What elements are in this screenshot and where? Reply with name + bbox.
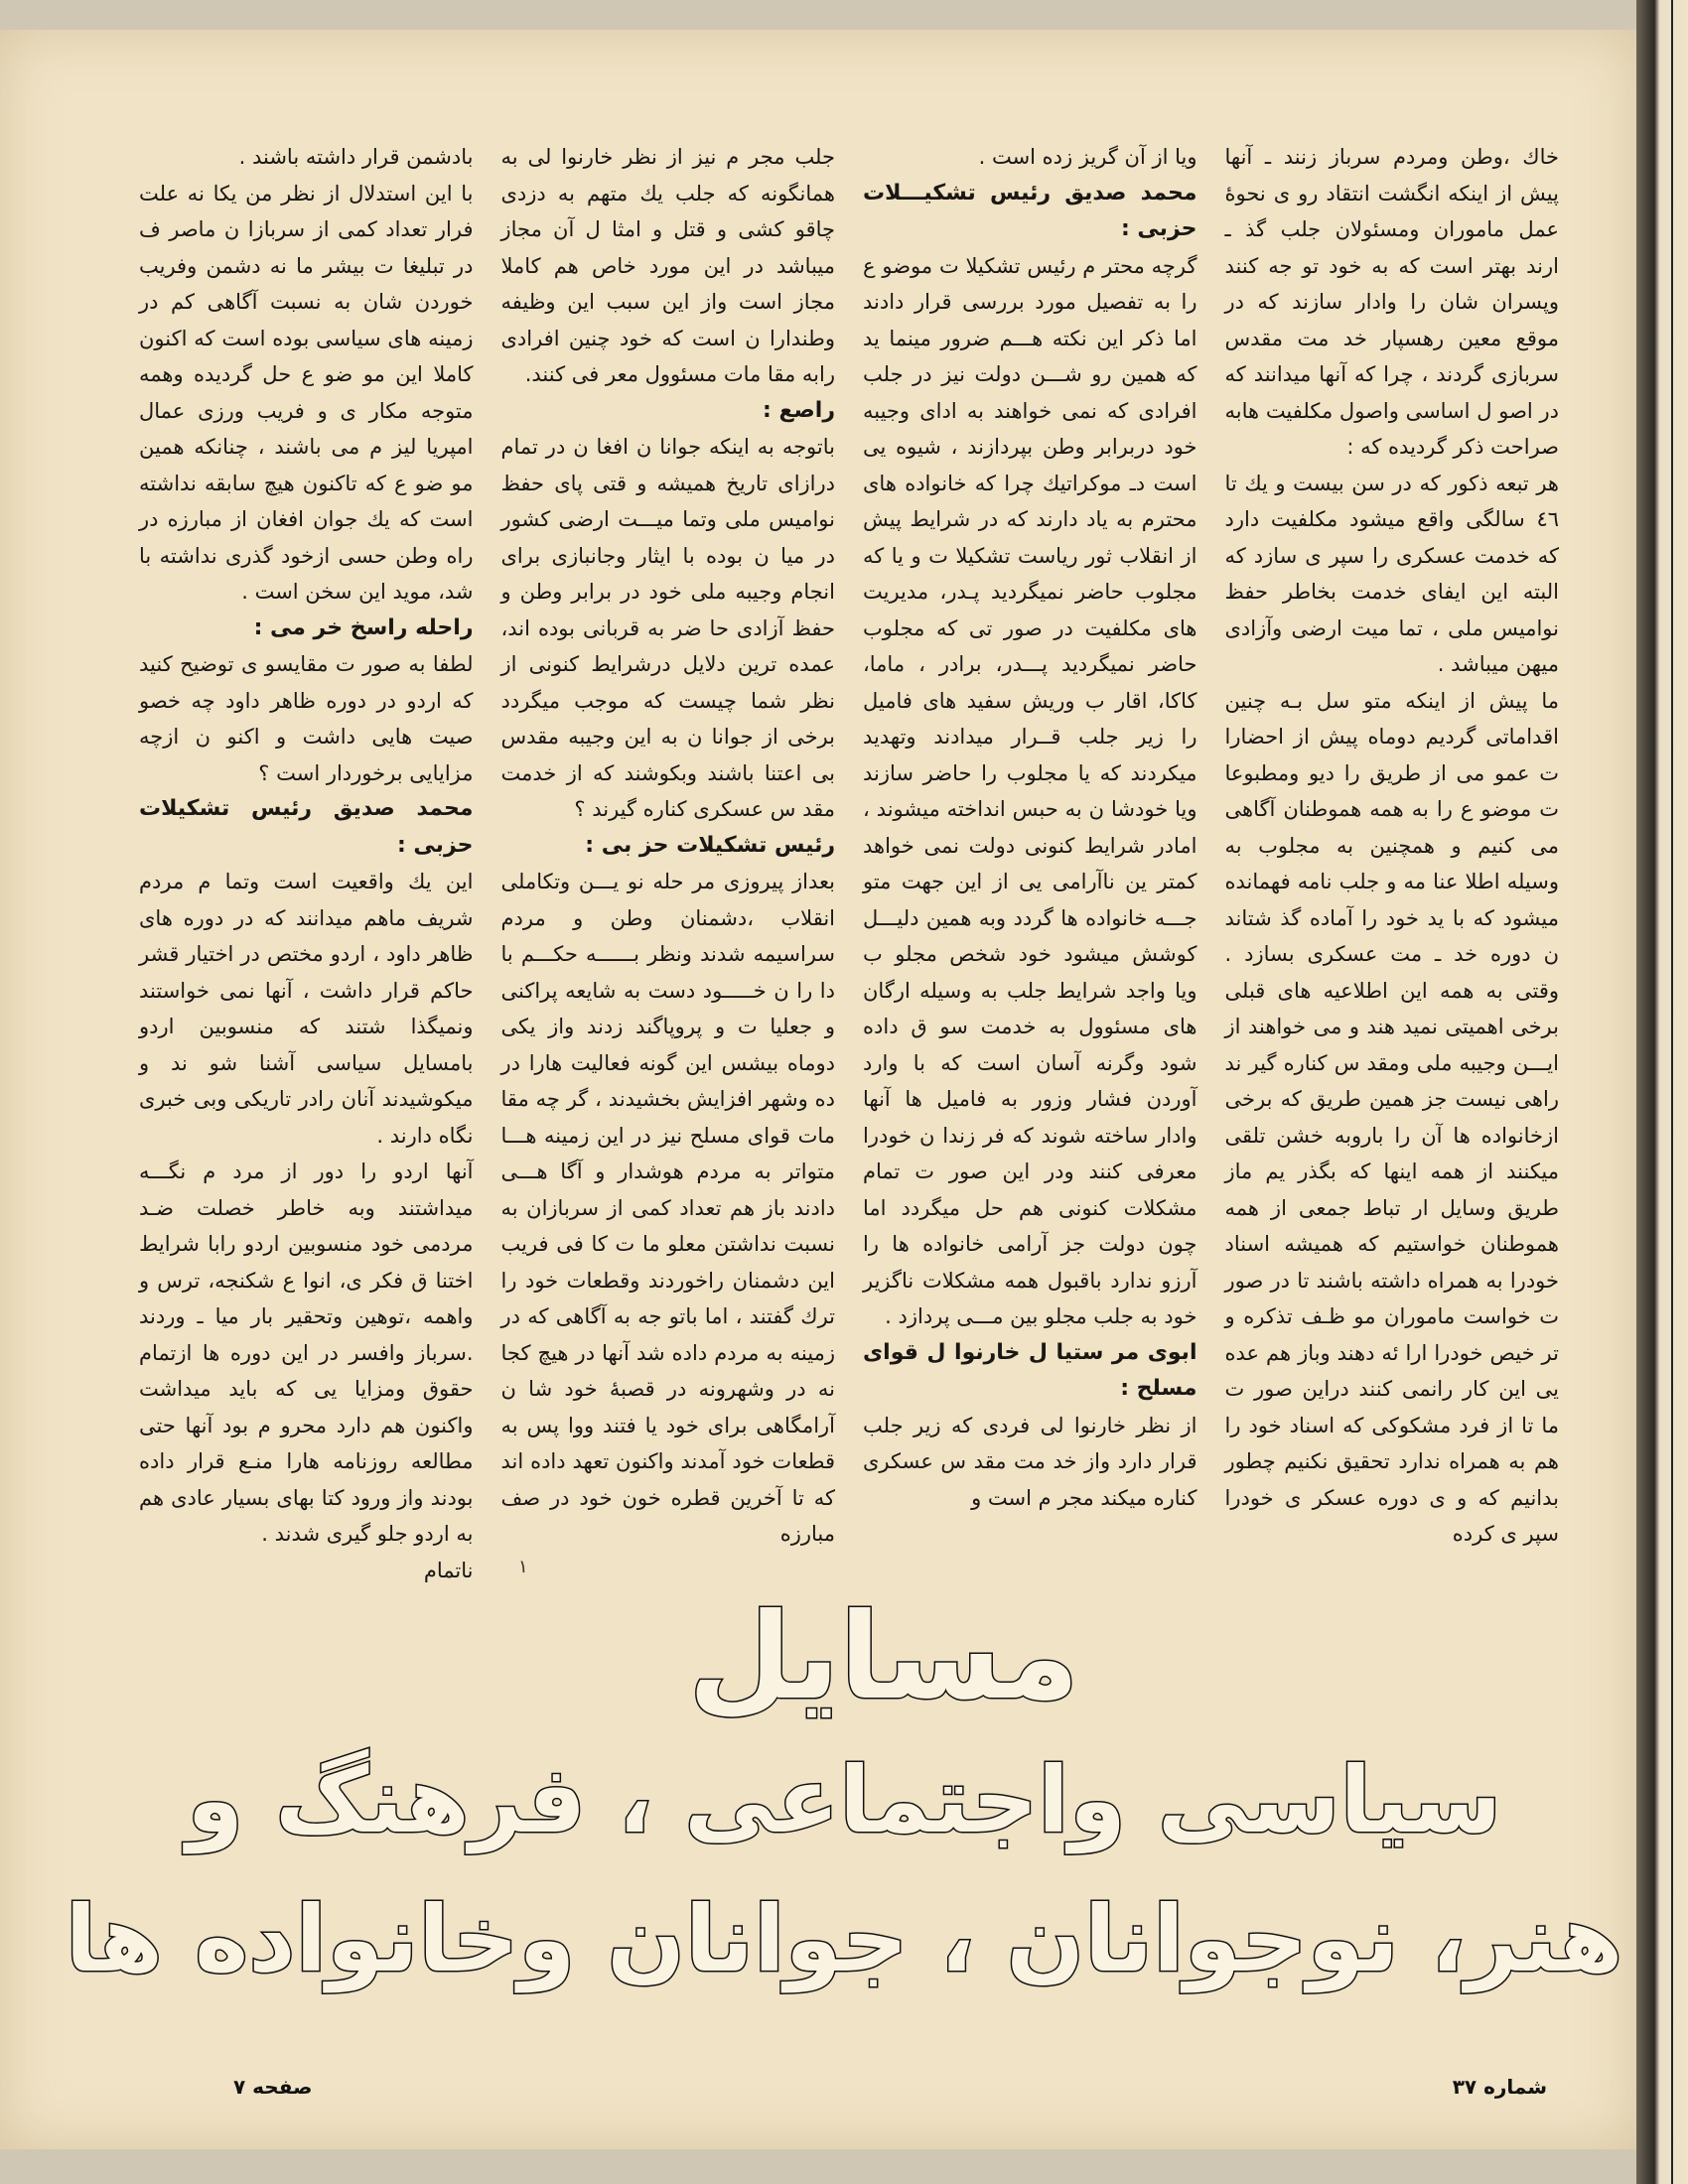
article-column-4 [139,139,474,1582]
issue-number: شماره ۳۷ [1452,2075,1547,2099]
section-heading: راحله راسخ خر می : [253,614,474,640]
section-heading: ابوی مر ستیا ل خارنوا ل قوای مسلح : [863,1339,1197,1401]
paragraph: هر تبعه ذکور که در سن بیست و یك تا ٤٦ سالگی واقع میشود مکلفیت دارد که خدمت عسکری را سپر ی سازد که البته این ایفای خدمت بخاطر حفظ نوامیس ملی ، تما میت ارضی وآزادی میهن میباشد . [1224,471,1559,676]
paragraph: ما پیش از اینکه متو سل بـه چنین اقداماتی گردیم دوماه پیش از احضارا ت عمو می از طریق را دیو ومطبوعا ت موضو ع را به همه هموطنان آگاهی می کنیم و همچنین به مجلوب به وسیله اطلا عنا مه و جلب نامه فهمانده میشود که با ید خود را آماده گذ شتاند ن دوره خد ـ مت عسکری بسازد . وقتی به همه این اطلاعیه های قبلی برخی اهمیتی نمید هند و می خواهند از ایـــن وجیبه ملی ومقد س کناره گیر ند راهی نیست جز همین طریق که برخی ازخانواده ها آن را باروبه خشن تلقی میکنند از همه اینها که بگذر یم ماز طریق وسایل ار تباط جمعی از همه هموطنان خواستیم که همیشه اسناد خودرا به همراه داشته باشند تا در صور ت خواست ماموران مو ظـف تذکره و تر خیص خودرا ارا ئه دهند وباز هم عده یی این کار رانمی کنند دراین صور ت ما تا از فرد مشکوکی که اسناد خود را هم به همراه ندارد تحقیق نکنیم چطور بدانیم که و ی دوره عسکر ی خودرا سپر ی کرده [1224,688,1559,1546]
section-heading: محمد صدیق رئیس تشکیـــلات حزبی : [863,180,1197,241]
spine-rule [1671,0,1673,2184]
banner-line-2: سیاسی واجتماعی ، فرهنگ و [186,1747,1502,1853]
binding-spine [1636,0,1688,2184]
page-footer [0,2075,1636,2115]
section-title-banner [65,1578,1623,1995]
paragraph: خاك ،وطن ومردم سرباز زنند ـ آنها پیش از اینکه انگشت انتقاد رو ی نحوۀ عمل ماموران ومسئولان جلب گذ ـ ارند بهتر است که به خود تو جه کنند وپسران شان را وادار سازند که در موقع معین رهسپار خد مت مقدس سربازی گردند ، چرا که آنها میدانند که در اصو ل اساسی واصول مکلفیت هابه صراحت ذکر گردیده که : [1224,145,1559,459]
banner-line-1: مسایل [688,1588,1079,1726]
paragraph: آنها اردو را دور از مرد م نگـــه میداشتند وبه خاطر خصلت ضـد مردمی خود منسوبین اردو رابا شرایط اختنا ق فکر ی، انوا ع شکنجه، ترس و واهمه ،توهین وتحقیر بار میا ـ وردند .سرباز وافسر در این دوره ها ازتمام حقوق ومزایا یی که باید میداشت واکنون هم دارد محرو م بود آنها حتی مطالعه روزنامه هارا منـع قرار داده بودند واز ورود کتا بهای بسیار عادی هم به اردو جلو گیری شدند . [139,1160,474,1546]
section-heading: رئیس تشکیلات حز بی : [585,832,835,858]
paragraph: ویا از آن گریز زده است . [978,145,1197,169]
article-column-3 [501,139,836,1569]
article-column-2 [863,139,1197,1569]
section-heading: محمد صدیق رئیس تشکیلات حزبی : [139,796,474,858]
paragraph: با این استدلال از نظر من یکا نه علت فرار تعداد کمی از سربازا ن ماصر ف در تبلیغا ت بیشر ما نه دشمن وفریب خوردن شان به نسبت آگاهی کم در زمینه های سیاسی بوده است که اکنون کاملا این مو ضو ع حل گردیده وهمه متوجه مکار ی و فریب ورزی عمال امپریا لیز م می باشند ، چنانکه همین مو ضو ع که تاکنون هیچ سابقه نداشته است که یك جوان افغان از مبارزه در راه وطن حسی ازخود گذری نداشته با شد، موید این سخن است . [139,181,474,604]
continued-label: ناتمام [423,1558,474,1582]
column-marker: ١ [518,1557,528,1577]
article-columns [139,139,1559,1582]
paragraph: از نظر خارنوا لی فردی که زیر جلب قرار دارد واز خد مت مقد س عسکری کناره میکند مجر م است و [863,1413,1197,1510]
paragraph: این یك واقعیت است وتما م مردم شریف ماهم میدانند که در دوره های ظاهر داود ، اردو مختص در اختیار قشر حاکم قرار داشت ، آنها نمی خواستند ونمیگذا شتند که منسوبین اردو بامسایل سیاسی آشنا شو ند و میکوشیدند آنان رادر تاریکی وبی خبری نگاه دارند . [139,870,474,1148]
article-column-1 [1225,139,1560,1569]
paragraph: بادشمن قرار داشته باشند . [238,145,474,169]
paragraph: باتوجه به اینکه جوانا ن افغا ن در تمام درازای تاریخ همیشه و قتی پای حفظ نوامیس ملی وتما میـــت ارضی کشور در میا ن بوده با ایثار وجانبازی برای انجام وجیبه ملی خود در برابر وطن و حفظ آزادی حا ضر به قربانی بوده اند، عمده ترین دلایل درشرایط کنونی از نظر شما چیست که موجب میگردد برخی از جوانا ن به این وجیبه مقدس بی اعتنا باشند وبکوشند که از خدمت مقد س عسکری کناره گیرند ؟ [500,435,835,821]
section-heading: راصع : [763,397,835,423]
paragraph: جلب مجر م نیز از نظر خارنوا لی به همانگونه که جلب یك متهم به دزدی چاقو کشی و قتل و امثا ل آن مجاز میباشد در این مورد خاص هم کاملا مجاز است واز این سبب این وظیفه وطندارا ن است که خود چنین افرادی رابه مقا مات مسئوول معر فی کنند. [500,145,835,386]
paragraph: بعداز پیروزی مر حله نو یـــن وتکاملی انقلاب ،دشمنان وطن و مردم سراسیمه شدند ونظر بــــــه حکـــم با دا را ن خـــــود دست به شایعه پراکنی و جعلیا ت و پروپاگند زدند واز یکی دوماه بیشس این گونه فعالیت هارا در ده وشهر افزایش بخشیدند ، گر چه مقا مات قوای مسلح نیز در این زمینه هـــا متواتر به مردم هوشدار و آگا هـــی دادند باز هم تعداد کمی از سربازان به نسبت نداشتن معلو ما ت کا فی فریب این دشمنان راخوردند وقطعات خود را ترك گفتند ، اما باتو جه به آگاهی که در زمینه به مردم داده شد آنها در هیچ کجا نه در وشهرونه در قصبهٔ خود شا ن آرامگاهی برای خود یا فتند ووا پس به قطعات خود آمدند واکنون تعهد داده اند که تا آخرین قطره خون خود در صف مبارزه [500,870,835,1546]
paragraph: لطفا به صور ت مقایسو ی توضیح کنید که اردو در دوره ظاهر داود چه خصو صیت هایی داشت و اکنو ن ازچه مزایایی برخوردار است ؟ [139,652,474,785]
paragraph: گرچه محتر م رئیس تشکیلا ت موضو ع را به تفصیل مورد بررسی قرار دادند اما ذکر این نکته هـــم ضرور مینما ید که همین رو شـــن دولت نیز در جلب افرادی که نمی خواهند به ادای وجیبه خود دربرابر وطن بپردازند ، شیوه یی است دـ موکراتیك چرا که خانواده های محترم به یاد دارند که در شرایط پیش از انقلاب ثور ریاست تشکیلا ت و یا که مجلوب حاضر نمیگردید پـدر، مدیریت های مکلفیت در صور تی که مجلوب حاضر نمیگردید پـــدر، برادر ، ماما، کاکا، اقار ب وریش سفید های فامیل را زیر جلب قــرار میدادند وتهدید میکردند که یا مجلوب را حاضر سازند ویا خودشا ن به حبس انداخته میشوند ، امادر شرایط کنونی دولت نمی خواهد کمتر ین ناآرامی یی از این جهت متو جـــه خانواده ها گردد وبه همین دلیـــل کوشش میشود خود شخص مجلو ب ویا واجد شرایط جلب به وسیله ارگان های مسئوول به خدمت سو ق داده شود وگرنه آسان است که با وارد آوردن فشار وزور به فامیل ها آنها وادار ساخته شوند که فر زندا ن خودرا معرفی کنند ودر این صور ت تمام مشکلات کنونی هم حل میگردد اما چون دولت جز آرامی خانواده ها را آرزو ندارد باقبول همه مشکلات ناگزیر خود به جلب مجلو بین مـــی پردازد . [863,253,1197,1328]
banner-line-3: هنر، نوجوانان ، جوانان وخانواده ها [65,1886,1623,1992]
page-number: صفحه ۷ [233,2075,313,2099]
